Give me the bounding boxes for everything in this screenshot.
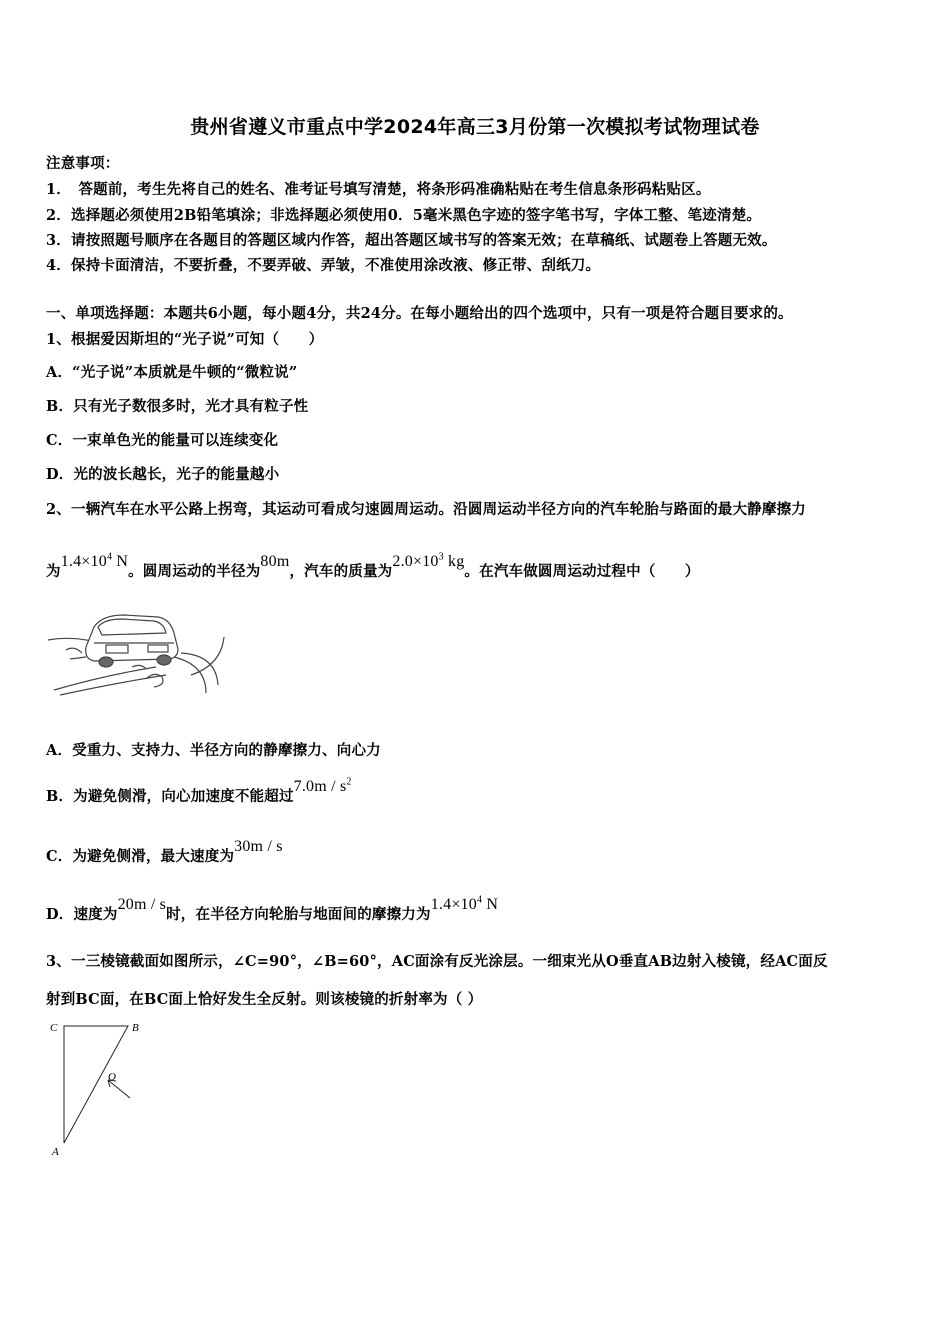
q2-option-b-accel-base: 7.0m / s [293,778,347,795]
notice-item-3: 3．请按照题号顺序在各题目的答题区域内作答，超出答题区域书写的答案无效；在草稿纸、试题卷上答题无效。 [46,232,777,249]
q2-stem-line1: 2、一辆汽车在水平公路上拐弯，其运动可看成匀速圆周运动。沿圆周运动半径方向的汽车轮胎与路面的最大静摩擦力 [46,501,806,518]
q2-text-d: 。在汽车做圆周运动过程中（ ） [464,563,700,580]
q2-option-a: A．受重力、支持力、半径方向的静摩擦力、向心力 [46,742,381,759]
q3-stem-line2: 射到BC面，在BC面上恰好发生全反射。则该棱镜的折射率为（ ） [46,991,483,1008]
q2-option-c-text: C．为避免侧滑，最大速度为 [46,848,235,865]
car-turning-illustration [46,605,226,697]
q1-option-a: A．“光子说”本质就是牛顿的“微粒说” [46,364,298,381]
q3-stem-line1: 3、一三棱镜截面如图所示，∠C=90°，∠B=60°，AC面涂有反光涂层。一细束光从O垂直AB边射入棱镜，经AC面反 [46,953,828,970]
q2-option-d-text-a: D．速度为 [46,906,118,923]
page-title: 贵州省遵义市重点中学2024年高三3月份第一次模拟考试物理试卷 [190,116,760,138]
q2-option-b-text: B．为避免侧滑，向心加速度不能超过 [46,788,294,805]
q2-option-d-speed: 20m / s [117,896,167,913]
q1-option-c: C．一束单色光的能量可以连续变化 [46,432,279,449]
q2-option-d-friction-base: 1.4×10 [430,896,477,913]
q2-option-d-friction-unit: N [482,896,499,913]
vertex-label-c: C [50,1022,58,1034]
q2-option-c-speed: 30m / s [234,838,283,855]
notice-item-4: 4．保持卡面清洁，不要折叠，不要弄破、弄皱，不准使用涂改液、修正带、刮纸刀。 [46,257,601,274]
q2-stem-line2 [46,551,700,581]
q2-option-d-friction-exp: 4 [476,894,483,906]
notice-item-1: 1． 答题前，考生先将自己的姓名、准考证号填写清楚，将条形码准确粘贴在考生信息条形码粘贴区。 [46,181,711,198]
q2-mass-exp: 3 [438,551,444,563]
q2-max-friction-exp: 4 [106,551,113,563]
vertex-label-b: B [132,1022,139,1034]
q2-mass-base: 2.0×10 [392,553,439,570]
q2-text-c: ，汽车的质量为 [289,563,393,580]
q2-max-friction-unit: N [112,553,129,570]
q1-option-d: D．光的波长越长，光子的能量越小 [46,466,280,483]
q2-option-c [46,838,283,866]
vertex-label-a: A [52,1146,59,1158]
q2-max-friction [61,553,128,570]
q2-mass [392,553,464,570]
q1-option-b: B．只有光子数很多时，光才具有粒子性 [46,398,309,415]
q2-option-b-accel [294,778,352,795]
q2-max-friction-base: 1.4×10 [60,553,107,570]
prism-diagram [46,1018,156,1160]
q2-option-b [46,776,352,806]
notice-item-2: 2．选择题必须使用2B铅笔填涂；非选择题必须使用0．5毫米黑色字迹的签字笔书写，字体工整、笔迹清楚。 [46,207,762,224]
section-heading: 一、单项选择题：本题共6小题，每小题4分，共24分。在每小题给出的四个选项中，只有一项是符合题目要求的。 [46,305,793,322]
q2-option-d [46,894,499,924]
q2-text-b: 。圆周运动的半径为 [128,563,261,580]
q2-text-a: 为 [46,563,61,580]
q2-option-d-text-b: 时，在半径方向轮胎与地面间的摩擦力为 [166,906,431,923]
q2-radius: 80m [260,553,290,570]
q1-stem: 1、根据爱因斯坦的“光子说”可知（ ） [46,331,324,348]
q2-mass-unit: kg [443,553,465,570]
notice-heading: 注意事项： [46,155,120,172]
q2-option-b-accel-exp: 2 [346,776,352,788]
q2-option-d-friction [431,896,498,913]
prism-triangle [64,1026,128,1143]
point-label-o: O [108,1071,116,1083]
